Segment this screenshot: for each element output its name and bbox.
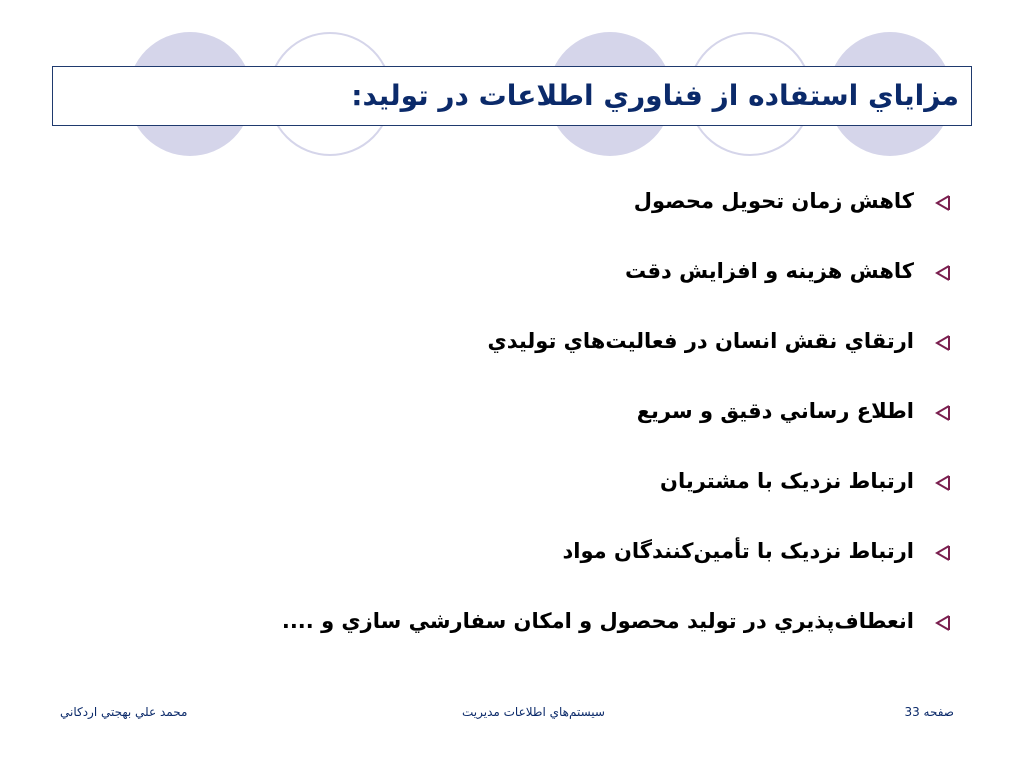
arrow-bullet-icon xyxy=(932,402,954,424)
arrow-bullet-icon xyxy=(932,612,954,634)
bullet-text: ارتباط نزديک با مشتريان xyxy=(660,469,914,493)
arrow-bullet-icon xyxy=(932,542,954,564)
arrow-bullet-icon xyxy=(932,472,954,494)
bullet-text: كاهش هزينه و افزايش دقت xyxy=(625,259,914,283)
slide-title: مزاياي استفاده از فناوري اطلاعات در توليد: xyxy=(351,79,959,112)
list-item xyxy=(100,170,954,240)
arrow-bullet-icon xyxy=(932,332,954,354)
list-item xyxy=(100,450,954,520)
footer-course: سيستم‌هاي اطلاعات مديريت xyxy=(462,705,605,719)
bullet-text: كاهش زمان تحويل محصول xyxy=(633,189,914,213)
bullet-text: اطلاع رساني دقيق و سريع xyxy=(636,399,914,423)
bullet-text: ارتقاي نقش انسان در فعاليت‌هاي توليدي xyxy=(487,329,914,353)
list-item xyxy=(100,310,954,380)
footer-author: محمد علي بهجتي اردكاني xyxy=(60,705,188,719)
arrow-bullet-icon xyxy=(932,192,954,214)
list-item xyxy=(100,520,954,590)
bullet-text: ارتباط نزديک با تأمين‌كنندگان مواد xyxy=(562,539,914,563)
list-item xyxy=(100,240,954,310)
title-box xyxy=(52,66,972,126)
list-item xyxy=(100,590,954,660)
bullet-list xyxy=(100,170,954,660)
bullet-text: انعطاف‌پذيري در توليد محصول و امكان سفارشي سازي و .... xyxy=(281,609,914,633)
list-item xyxy=(100,380,954,450)
arrow-bullet-icon xyxy=(932,262,954,284)
footer-page-number: صفحه 33 xyxy=(904,705,954,719)
